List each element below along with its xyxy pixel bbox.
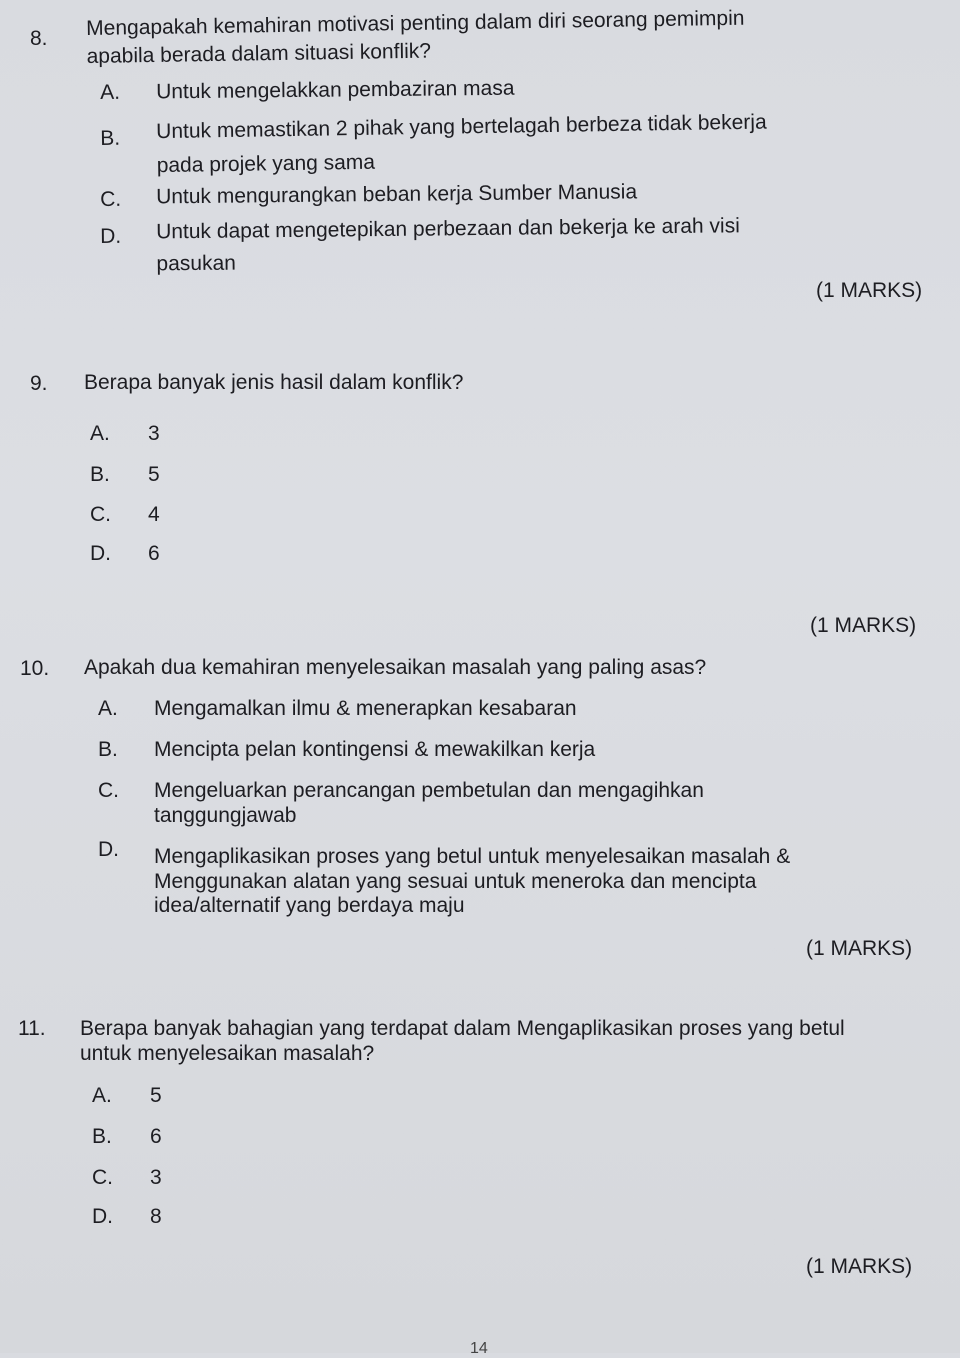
option-text: Mengamalkan ilmu & menerapkan kesabaran: [154, 697, 577, 720]
question-number: 8.: [30, 27, 48, 50]
option-text-continuation: pada projek yang sama: [156, 150, 376, 178]
option-text-continuation: Menggunakan alatan yang sesuai untuk meneroka dan mencipta: [154, 870, 757, 893]
question-text: [86, 6, 745, 69]
marks-label: (1 MARKS): [810, 614, 917, 637]
option-letter: A.: [92, 1084, 112, 1107]
option-text: 3: [148, 422, 160, 445]
option-text: Mencipta pelan kontingensi & mewakilkan kerja: [154, 738, 596, 761]
option-text: Untuk mengelakkan pembaziran masa: [156, 76, 515, 104]
question-number: 10.: [20, 657, 50, 680]
option-letter: A.: [98, 697, 118, 720]
marks-label: (1 MARKS): [806, 1255, 913, 1278]
option-text: 6: [150, 1125, 162, 1148]
option-letter: B.: [100, 126, 121, 150]
option-letter: A.: [100, 80, 121, 104]
question-text-line: apabila berada dalam situasi konflik?: [86, 39, 432, 68]
option-letter: A.: [90, 422, 110, 445]
option-text: Untuk dapat mengetepikan perbezaan dan bekerja ke arah visi: [156, 214, 740, 244]
marks-label: (1 MARKS): [806, 937, 913, 960]
option-text: Untuk memastikan 2 pihak yang bertelagah berbeza tidak bekerja: [156, 110, 767, 144]
question-text-line: Mengapakah kemahiran motivasi penting dalam diri seorang pemimpin: [86, 6, 745, 40]
option-text: Mengaplikasikan proses yang betul untuk menyelesaikan masalah &: [154, 845, 791, 868]
option-text: Untuk mengurangkan beban kerja Sumber Manusia: [156, 180, 638, 209]
option-letter: C.: [100, 187, 122, 211]
option-letter: B.: [98, 738, 118, 761]
option-text: 5: [150, 1084, 162, 1107]
option-text-continuation: pasukan: [156, 251, 236, 276]
option-text-continuation: idea/alternatif yang berdaya maju: [154, 894, 465, 917]
option-text-continuation: tanggungjawab: [154, 804, 297, 827]
question-number: 11.: [18, 1017, 46, 1040]
page-number: 14: [470, 1340, 488, 1357]
option-letter: C.: [90, 503, 111, 526]
option-text: 5: [148, 463, 160, 486]
option-letter: D.: [90, 542, 111, 565]
option-text: 8: [150, 1205, 162, 1228]
question-text: [80, 1016, 845, 1066]
option-text: Mengeluarkan perancangan pembetulan dan mengagihkan: [154, 779, 704, 802]
option-text: 3: [150, 1166, 162, 1189]
option-letter: C.: [92, 1166, 113, 1189]
marks-label: (1 MARKS): [816, 279, 923, 302]
question-text-line: Berapa banyak bahagian yang terdapat dalam Mengaplikasikan proses yang betul: [80, 1017, 845, 1040]
option-letter: C.: [98, 779, 119, 802]
option-text: 6: [148, 542, 160, 565]
option-text: 4: [148, 503, 160, 526]
option-letter: D.: [98, 838, 119, 861]
question-text-line: untuk menyelesaikan masalah?: [80, 1042, 375, 1065]
question-text: Apakah dua kemahiran menyelesaikan masalah yang paling asas?: [84, 656, 707, 679]
option-letter: B.: [92, 1125, 112, 1148]
question-number: 9.: [30, 372, 48, 395]
option-letter: D.: [92, 1205, 113, 1228]
question-text: Berapa banyak jenis hasil dalam konflik?: [84, 371, 464, 394]
option-letter: B.: [90, 463, 110, 486]
option-letter: D.: [100, 224, 122, 248]
